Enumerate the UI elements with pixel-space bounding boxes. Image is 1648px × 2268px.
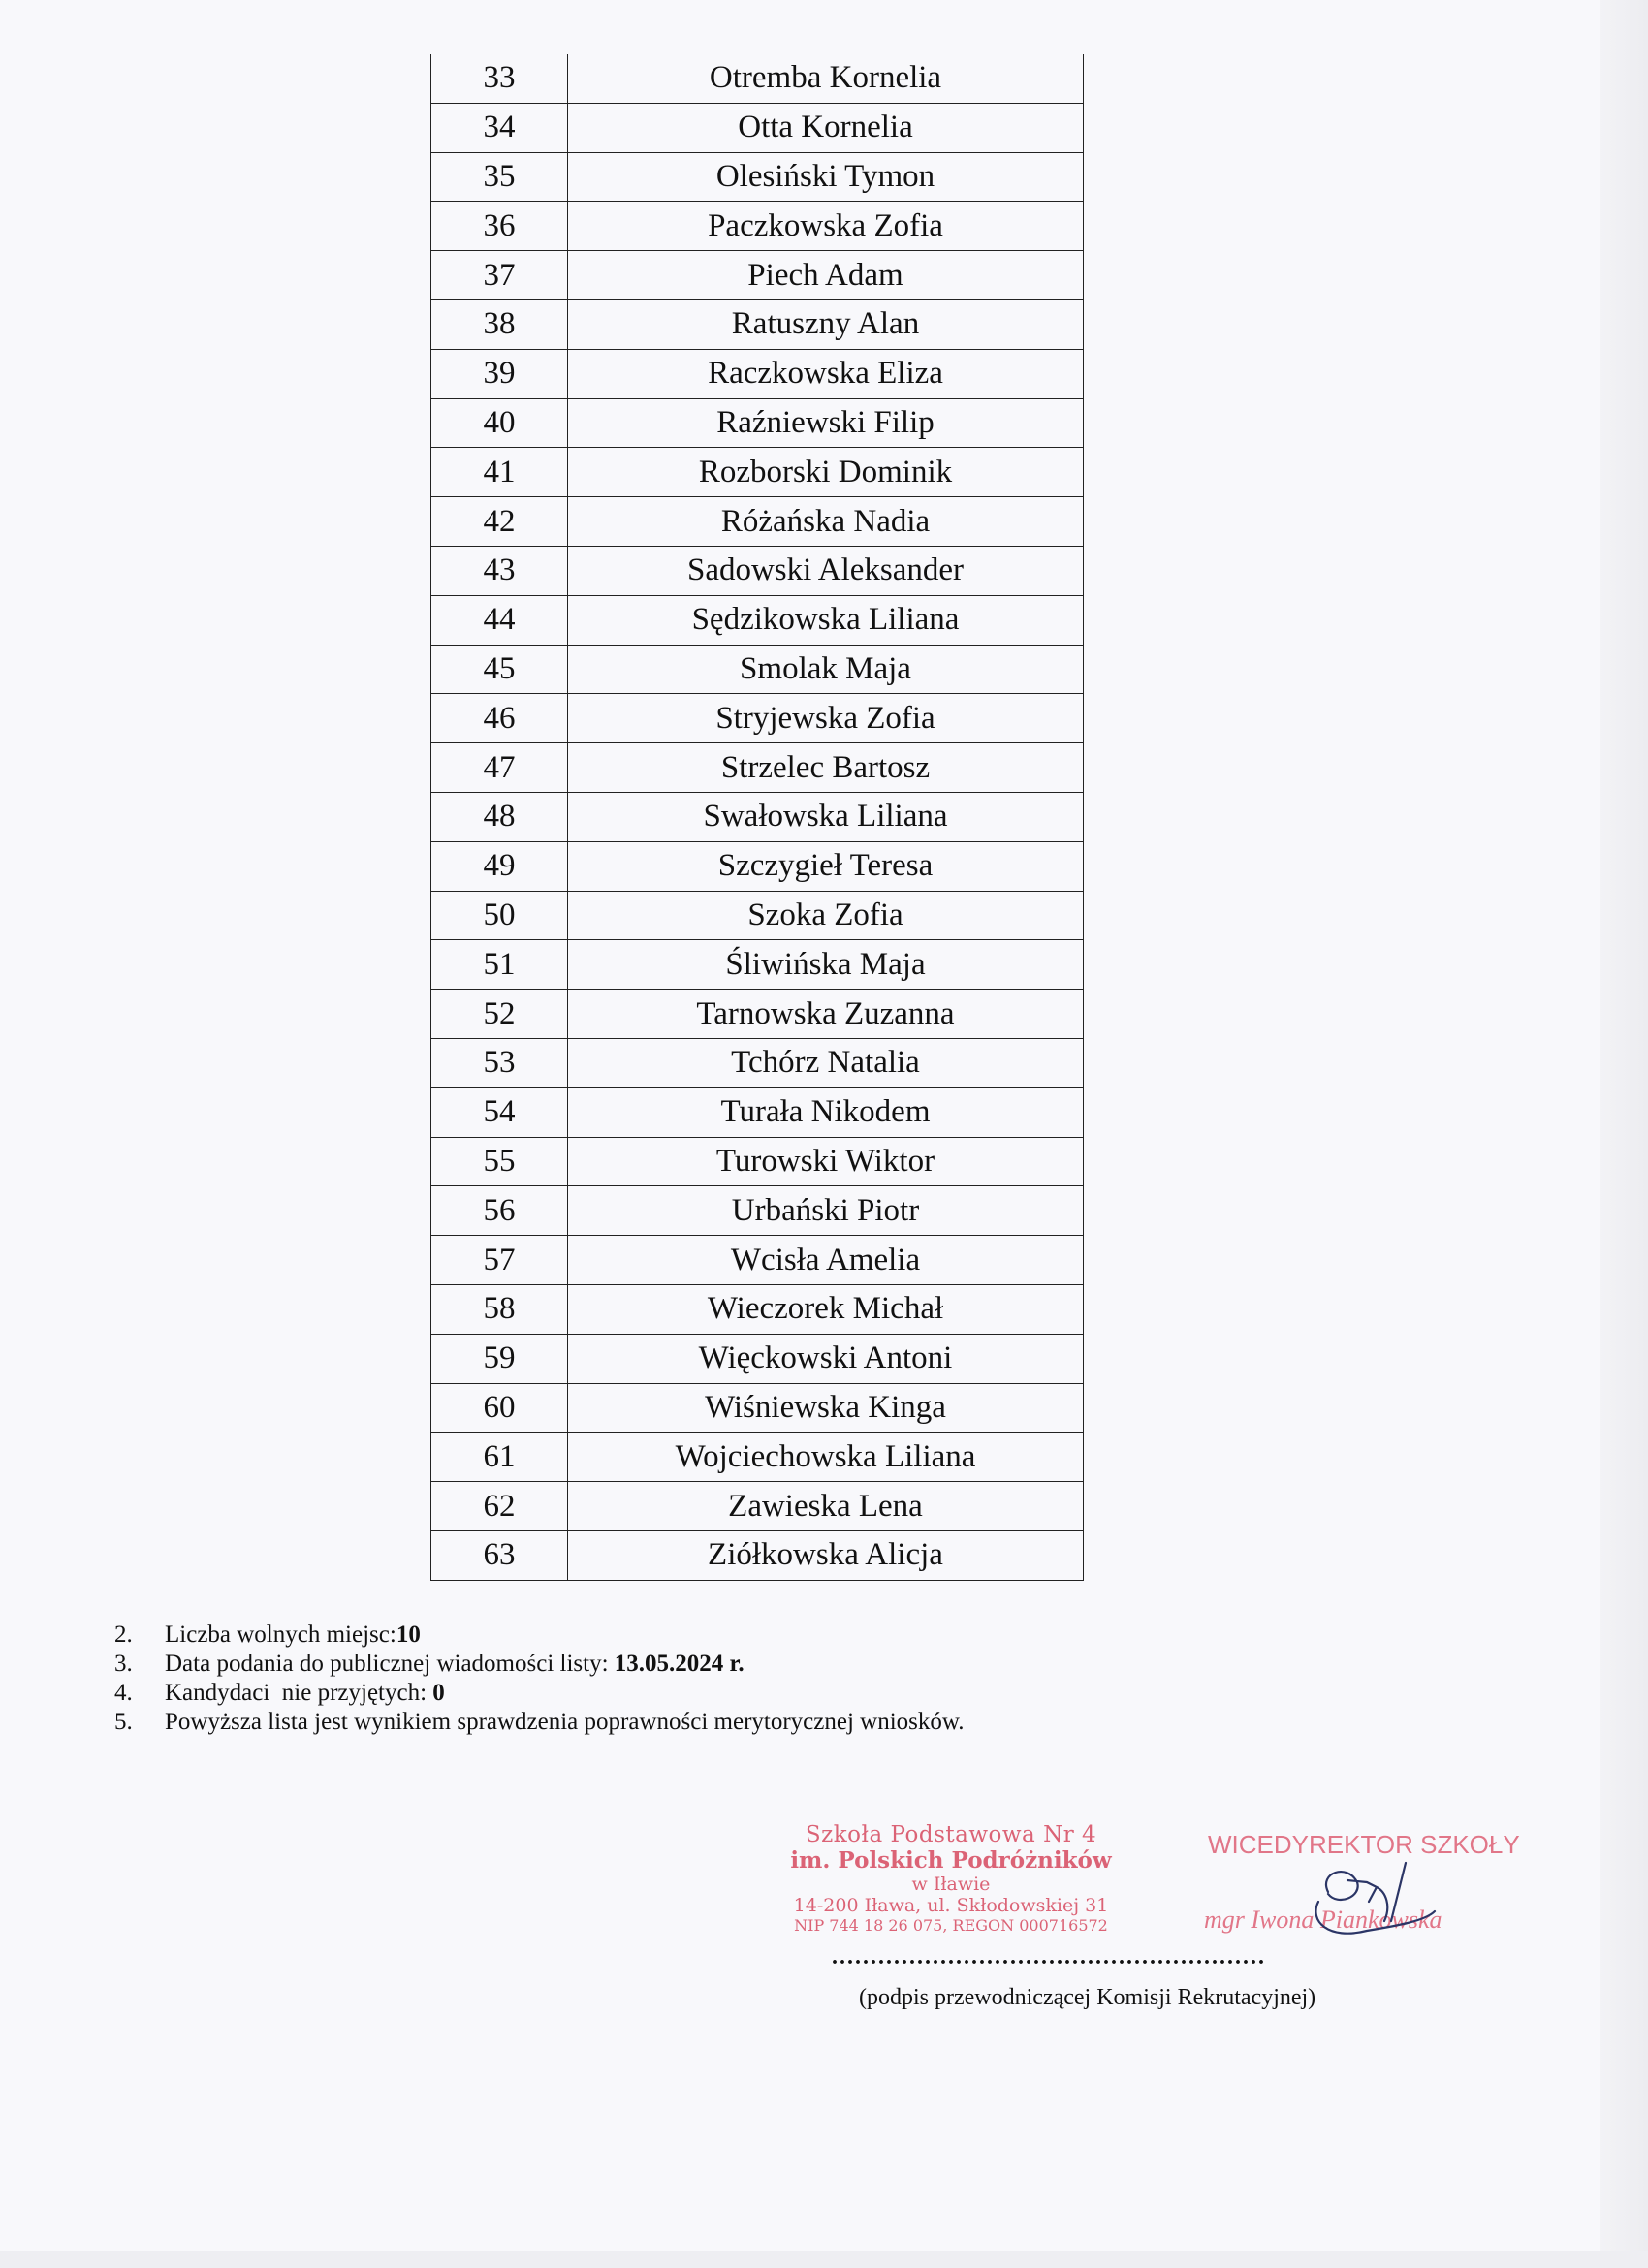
candidate-name: Paczkowska Zofia xyxy=(568,202,1084,251)
row-number: 45 xyxy=(431,645,568,694)
school-stamp-line: NIP 744 18 26 075, REGON 000716572 xyxy=(794,1916,1108,1935)
info-list xyxy=(114,1621,965,1737)
candidate-name: Wiśniewska Kinga xyxy=(568,1383,1084,1433)
candidate-name: Piech Adam xyxy=(568,251,1084,300)
vice-director-stamp-name: mgr Iwona Piankowska xyxy=(1204,1906,1442,1934)
table-row xyxy=(431,398,1084,448)
table-row xyxy=(431,891,1084,940)
row-number: 52 xyxy=(431,990,568,1039)
candidate-name: Olesiński Tymon xyxy=(568,152,1084,202)
table-row xyxy=(431,1186,1084,1236)
row-number: 38 xyxy=(431,299,568,349)
row-number: 44 xyxy=(431,595,568,645)
table-row xyxy=(431,152,1084,202)
row-number: 36 xyxy=(431,202,568,251)
school-stamp-line: im. Polskich Podróżników xyxy=(790,1847,1112,1874)
candidate-name: Swałowska Liliana xyxy=(568,792,1084,841)
candidate-name: Sędzikowska Liliana xyxy=(568,595,1084,645)
row-number: 34 xyxy=(431,103,568,152)
row-number: 60 xyxy=(431,1383,568,1433)
table-row xyxy=(431,1433,1084,1482)
candidate-name: Sadowski Aleksander xyxy=(568,546,1084,595)
candidate-name: Szczygieł Teresa xyxy=(568,841,1084,891)
table-row xyxy=(431,595,1084,645)
info-item-4 xyxy=(114,1679,965,1708)
candidate-name: Ratuszny Alan xyxy=(568,299,1084,349)
info-number: 3. xyxy=(114,1651,133,1677)
info-number: 2. xyxy=(114,1622,133,1648)
candidate-name: Smolak Maja xyxy=(568,645,1084,694)
row-number: 50 xyxy=(431,891,568,940)
row-number: 39 xyxy=(431,349,568,398)
table-row xyxy=(431,103,1084,152)
table-row xyxy=(431,1284,1084,1334)
school-stamp xyxy=(772,1822,1130,1935)
table-row xyxy=(431,1087,1084,1137)
row-number: 43 xyxy=(431,546,568,595)
candidate-name: Rozborski Dominik xyxy=(568,448,1084,497)
candidate-name: Więckowski Antoni xyxy=(568,1334,1084,1383)
row-number: 62 xyxy=(431,1482,568,1531)
row-number: 57 xyxy=(431,1236,568,1285)
candidate-name: Turowski Wiktor xyxy=(568,1137,1084,1186)
table-row xyxy=(431,349,1084,398)
candidate-name: Turała Nikodem xyxy=(568,1087,1084,1137)
candidate-name: Wojciechowska Liliana xyxy=(568,1433,1084,1482)
candidate-name: Raczkowska Eliza xyxy=(568,349,1084,398)
row-number: 47 xyxy=(431,743,568,793)
candidate-name: Stryjewska Zofia xyxy=(568,694,1084,743)
table-row xyxy=(431,497,1084,547)
table-row xyxy=(431,448,1084,497)
table-row xyxy=(431,299,1084,349)
row-number: 54 xyxy=(431,1087,568,1137)
candidate-name: Tarnowska Zuzanna xyxy=(568,990,1084,1039)
info-value: 0 xyxy=(432,1680,445,1706)
table-row xyxy=(431,743,1084,793)
school-stamp-line: Szkoła Podstawowa Nr 4 xyxy=(805,1822,1097,1847)
candidate-name: Otremba Kornelia xyxy=(568,54,1084,103)
table-row xyxy=(431,54,1084,103)
handwritten-signature xyxy=(1299,1853,1444,1950)
candidate-name: Różańska Nadia xyxy=(568,497,1084,547)
info-text: Data podania do publicznej wiadomości listy: xyxy=(165,1651,615,1677)
info-number: 4. xyxy=(114,1680,133,1706)
signature-caption: (podpis przewodniczącej Komisji Rekrutacyjnej) xyxy=(859,1985,1316,2010)
info-item-5 xyxy=(114,1708,965,1737)
candidate-name: Otta Kornelia xyxy=(568,103,1084,152)
table-row xyxy=(431,1236,1084,1285)
row-number: 55 xyxy=(431,1137,568,1186)
table-row xyxy=(431,1482,1084,1531)
info-text: Kandydaci nie przyjętych: xyxy=(165,1680,433,1706)
info-value: 10 xyxy=(396,1622,421,1648)
table-row xyxy=(431,841,1084,891)
candidate-name: Szoka Zofia xyxy=(568,891,1084,940)
row-number: 59 xyxy=(431,1334,568,1383)
table-row xyxy=(431,251,1084,300)
table-row xyxy=(431,990,1084,1039)
info-item-3 xyxy=(114,1650,965,1679)
row-number: 46 xyxy=(431,694,568,743)
candidate-name: Urbański Piotr xyxy=(568,1186,1084,1236)
row-number: 56 xyxy=(431,1186,568,1236)
row-number: 41 xyxy=(431,448,568,497)
candidates-table-body xyxy=(431,54,1084,1580)
row-number: 63 xyxy=(431,1530,568,1580)
row-number: 42 xyxy=(431,497,568,547)
info-number: 5. xyxy=(114,1709,133,1735)
table-row xyxy=(431,694,1084,743)
school-stamp-line: w Iławie xyxy=(911,1874,991,1895)
row-number: 61 xyxy=(431,1433,568,1482)
table-row xyxy=(431,645,1084,694)
table-row xyxy=(431,1038,1084,1087)
school-stamp-line: 14-200 Iława, ul. Skłodowskiej 31 xyxy=(793,1895,1109,1916)
row-number: 37 xyxy=(431,251,568,300)
row-number: 58 xyxy=(431,1284,568,1334)
row-number: 35 xyxy=(431,152,568,202)
row-number: 51 xyxy=(431,940,568,990)
candidate-name: Śliwińska Maja xyxy=(568,940,1084,990)
table-row xyxy=(431,202,1084,251)
table-row xyxy=(431,1137,1084,1186)
table-row xyxy=(431,546,1084,595)
candidate-name: Strzelec Bartosz xyxy=(568,743,1084,793)
vice-director-stamp-title: WICEDYREKTOR SZKOŁY xyxy=(1208,1830,1520,1859)
info-text: Powyższa lista jest wynikiem sprawdzenia poprawności merytorycznej wniosków. xyxy=(165,1709,965,1735)
info-value: 13.05.2024 r. xyxy=(614,1651,745,1677)
table-row xyxy=(431,1530,1084,1580)
signature-dotted-line: ........................................................ xyxy=(832,1944,1266,1969)
row-number: 49 xyxy=(431,841,568,891)
table-row xyxy=(431,1334,1084,1383)
info-item-2 xyxy=(114,1621,965,1650)
candidate-name: Wcisła Amelia xyxy=(568,1236,1084,1285)
candidate-name: Tchórz Natalia xyxy=(568,1038,1084,1087)
candidate-name: Ziółkowska Alicja xyxy=(568,1530,1084,1580)
row-number: 48 xyxy=(431,792,568,841)
info-text: Liczba wolnych miejsc: xyxy=(165,1622,396,1648)
table-row xyxy=(431,940,1084,990)
candidate-name: Wieczorek Michał xyxy=(568,1284,1084,1334)
table-row xyxy=(431,792,1084,841)
page-edge xyxy=(1600,0,1648,2268)
row-number: 33 xyxy=(431,54,568,103)
page-bottom-edge xyxy=(0,2251,1648,2268)
table-row xyxy=(431,1383,1084,1433)
candidate-name: Raźniewski Filip xyxy=(568,398,1084,448)
candidate-name: Zawieska Lena xyxy=(568,1482,1084,1531)
candidates-table xyxy=(430,54,1084,1581)
row-number: 53 xyxy=(431,1038,568,1087)
row-number: 40 xyxy=(431,398,568,448)
